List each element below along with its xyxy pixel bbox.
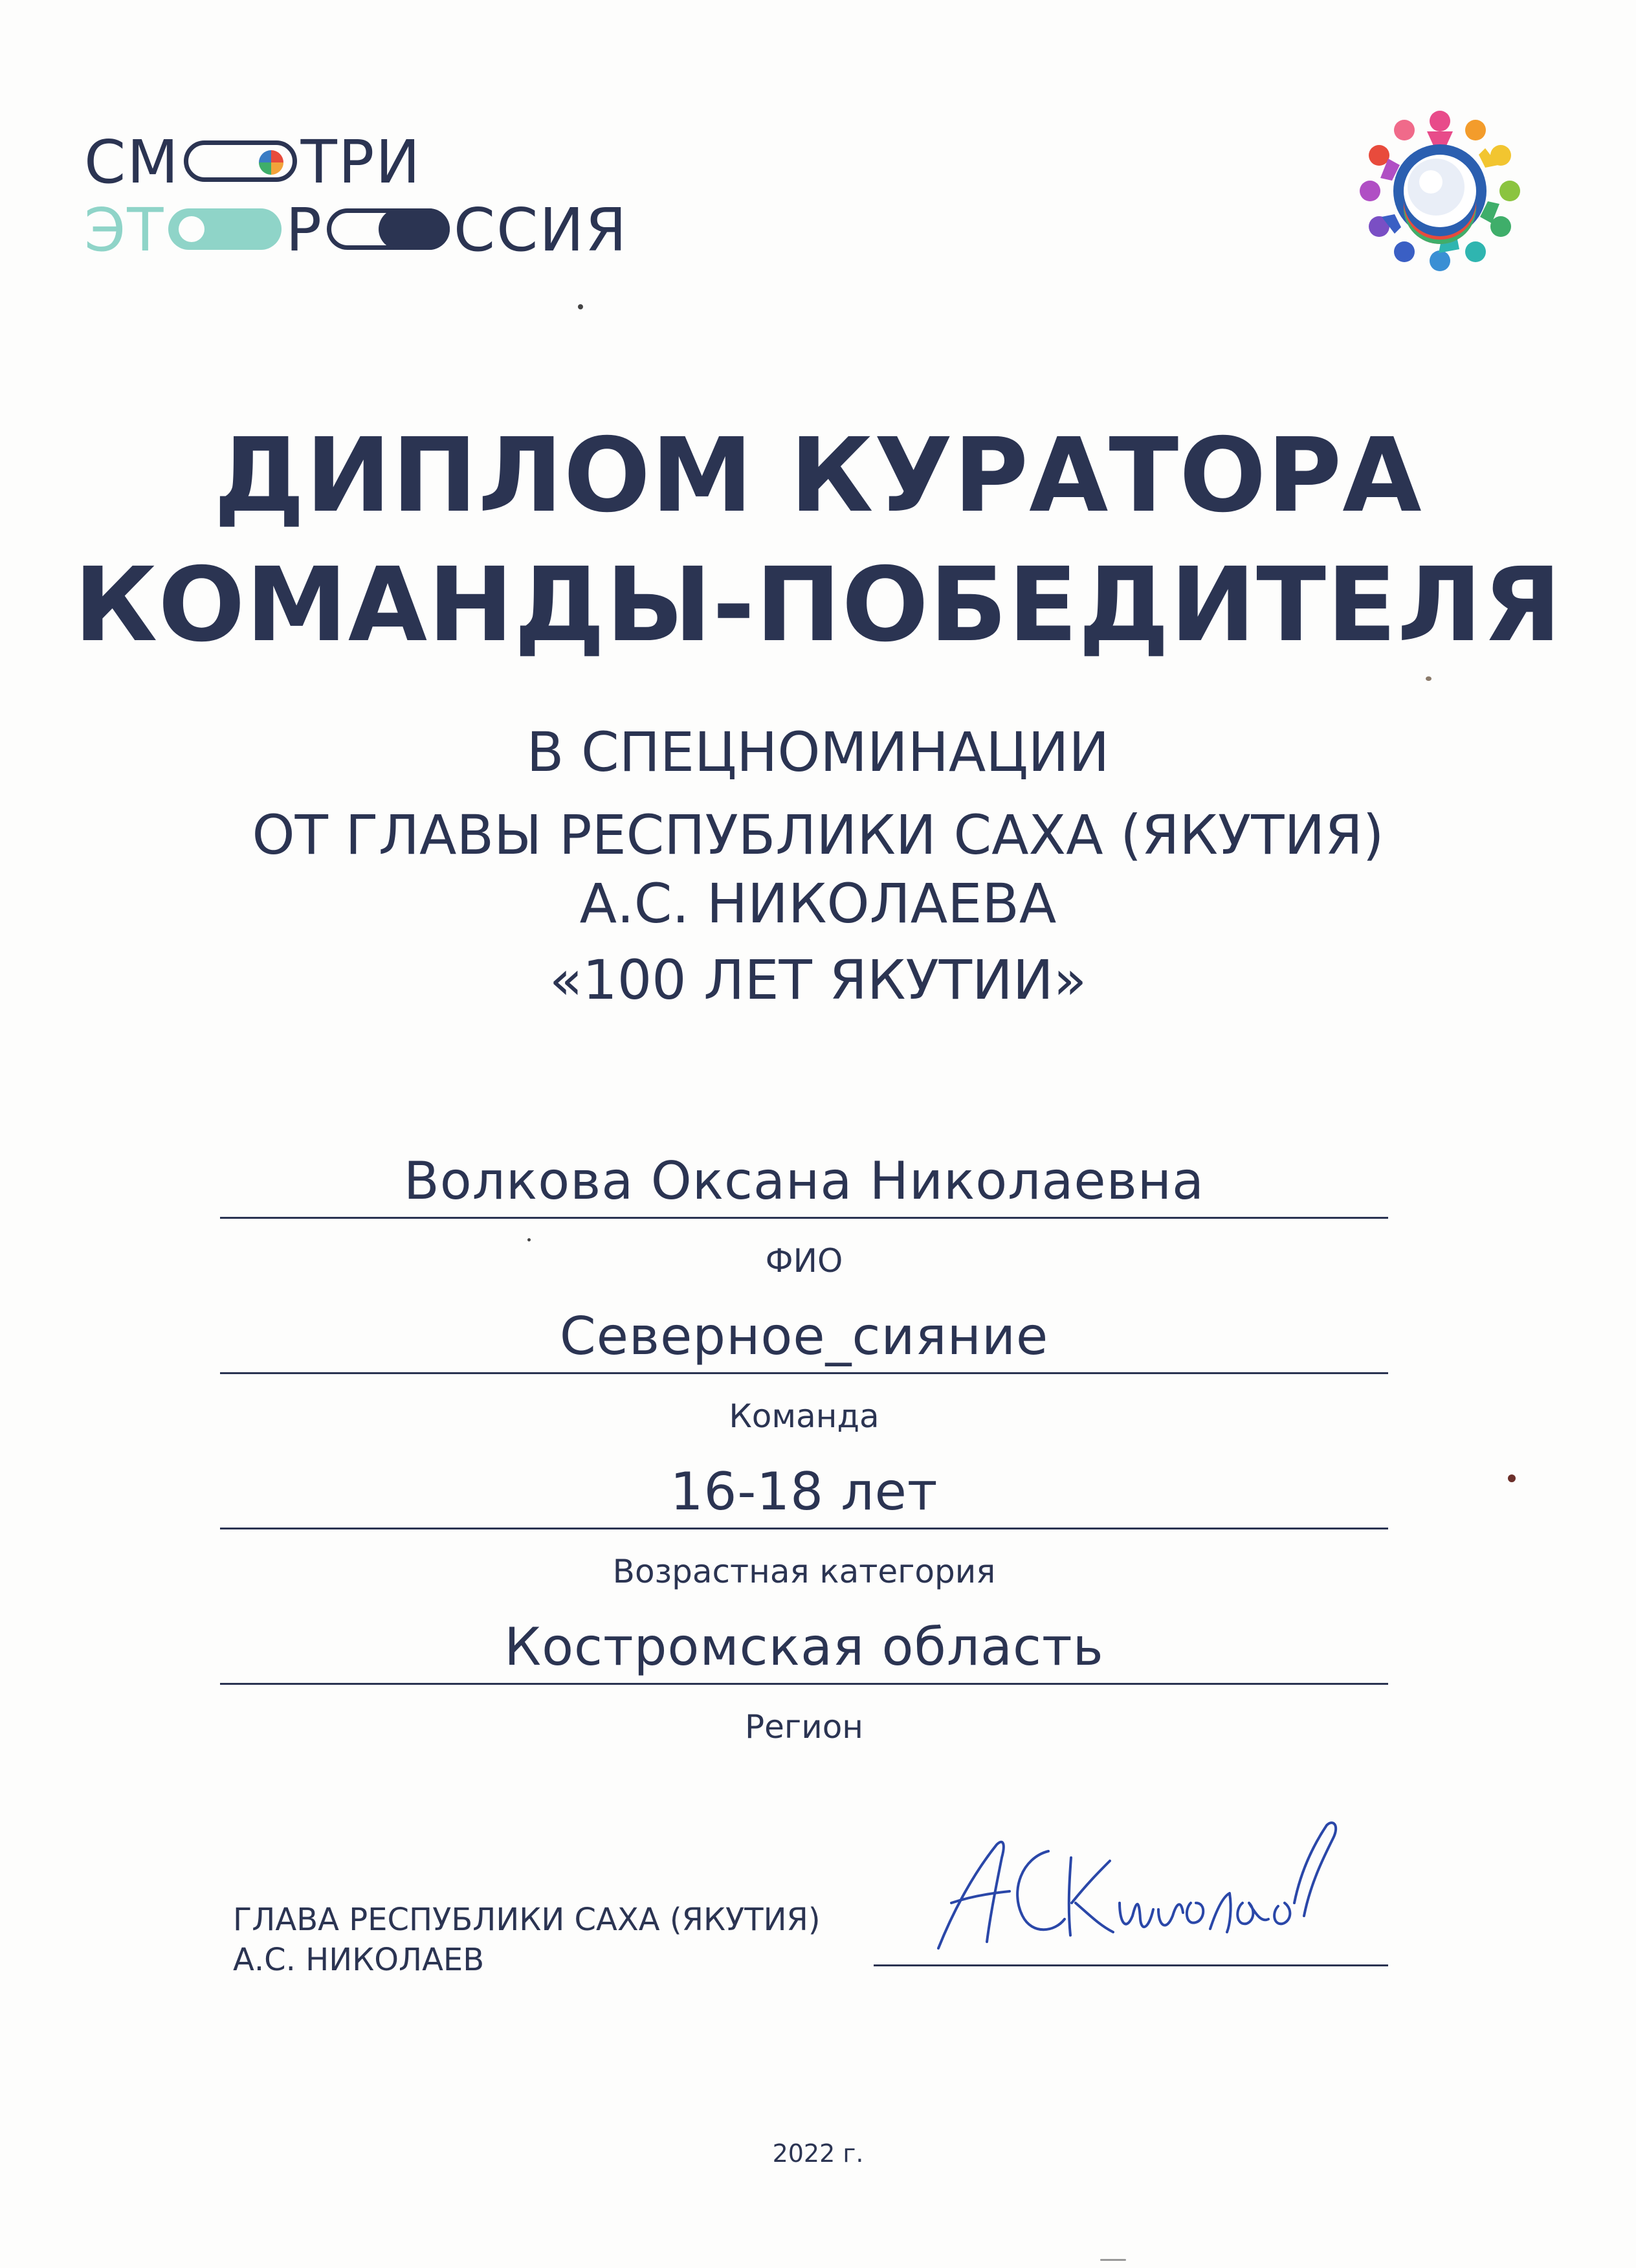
subtitle-line-3: А.С. НИКОЛАЕВА [579,872,1057,935]
signature-line [874,1964,1388,1966]
children-circle-emblem-icon [1353,104,1527,278]
diploma-title-line-1: ДИПЛОМ КУРАТОРА [214,416,1422,535]
field-value: 16-18 лет [670,1462,938,1522]
diploma-title-line-2: КОМАНДЫ-ПОБЕДИТЕЛЯ [74,546,1562,665]
logo-line-2 [84,195,628,265]
field-value: Северное_сияние [559,1306,1049,1366]
field-team [220,1304,1388,1436]
scan-speck [1426,676,1432,681]
scan-speck [578,304,583,309]
field-label: ФИО [765,1242,843,1280]
issue-year: 2022 г. [772,2139,864,2168]
scan-speck [1508,1474,1516,1482]
field-underline [220,1528,1388,1529]
logo-teal-pill [168,208,282,250]
logo-dark-pill [327,208,450,250]
field-full-name [220,1149,1388,1280]
logo-text-tri: ТРИ [300,128,422,197]
field-underline [220,1372,1388,1374]
subtitle-line-2: ОТ ГЛАВЫ РЕСПУБЛИКИ САХА (ЯКУТИЯ) [252,803,1384,867]
subtitle-line-1: В СПЕЦНОМИНАЦИИ [526,720,1110,784]
field-label: Возрастная категория [612,1553,996,1590]
smotri-eto-rossiya-logo [84,128,628,265]
handwritten-signature [925,1806,1353,1961]
signer-title: ГЛАВА РЕСПУБЛИКИ САХА (ЯКУТИЯ) [233,1902,821,1938]
signer-name: А.С. НИКОЛАЕВ [233,1942,485,1978]
logo-line-1 [84,128,422,197]
field-label: Регион [745,1708,863,1746]
field-region [220,1615,1388,1746]
subtitle-line-4: «100 ЛЕТ ЯКУТИИ» [549,948,1087,1012]
logo-text-r: Р [285,195,323,265]
field-label: Команда [729,1397,879,1435]
logo-text-et: ЭТ [84,195,165,265]
field-underline [220,1217,1388,1219]
field-underline [220,1683,1388,1685]
logo-text-ssiya: ССИЯ [453,195,628,265]
field-value: Волкова Оксана Николаевна [403,1151,1205,1211]
scan-speck [527,1238,531,1241]
logo-text-sm: СМ [84,128,180,197]
scan-speck [1100,2259,1126,2261]
field-value: Костромская область [504,1617,1104,1677]
signer-block [233,1900,821,1980]
logo-lens-pill [184,140,297,182]
field-age-category [220,1460,1388,1591]
